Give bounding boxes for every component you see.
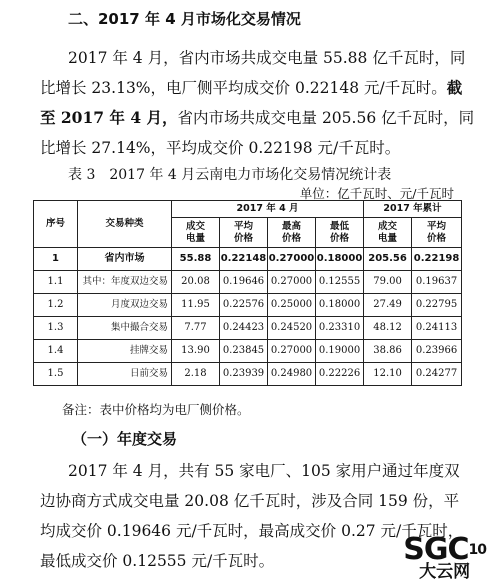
cell-no: 1.4 <box>34 340 78 363</box>
cell-value: 0.27000 <box>268 271 316 294</box>
cell-value: 0.24113 <box>412 317 462 340</box>
para1-line3-text: 省内市场共成交电量 205.56 亿千瓦时，同 <box>177 109 475 127</box>
table-note: 备注：表中价格均为电厂侧价格。 <box>62 402 250 417</box>
header-month: 2017 年 4 月 <box>172 201 364 218</box>
header-no: 序号 <box>34 201 78 248</box>
cell-no: 1.5 <box>34 363 78 386</box>
subheader-max-price: 最高 价格 <box>268 218 316 248</box>
cell-value: 0.22148 <box>220 248 268 271</box>
watermark-logo <box>403 532 486 582</box>
para1-line2-bold: 截 <box>446 78 463 97</box>
cell-type: 日前交易 <box>78 363 172 386</box>
cell-value: 0.27000 <box>268 248 316 271</box>
cell-value: 0.22576 <box>220 294 268 317</box>
para1-line2 <box>40 76 494 98</box>
cell-value: 2.18 <box>172 363 220 386</box>
cell-no: 1.1 <box>34 271 78 294</box>
para2-line1: 2017 年 4 月，共有 55 家电厂、105 家用户通过年度双 <box>68 462 460 480</box>
cell-value: 11.95 <box>172 294 220 317</box>
para1-line2-text: 比增长 23.13%，电厂侧平均成交价 0.22148 元/千瓦时。 <box>40 79 447 97</box>
table-row <box>34 248 462 271</box>
para1-line3 <box>40 106 494 128</box>
subheader-min-price: 最低 价格 <box>316 218 364 248</box>
table-row <box>34 271 462 294</box>
cell-type: 集中撮合交易 <box>78 317 172 340</box>
cell-no: 1.2 <box>34 294 78 317</box>
cell-value: 0.23966 <box>412 340 462 363</box>
watermark-logo-text: SGC <box>403 532 469 567</box>
cell-value: 0.19000 <box>316 340 364 363</box>
subheader-avg-price: 平均 价格 <box>220 218 268 248</box>
cell-value: 0.24423 <box>220 317 268 340</box>
cell-value: 0.24277 <box>412 363 462 386</box>
cell-no: 1.3 <box>34 317 78 340</box>
cell-value: 0.24980 <box>268 363 316 386</box>
cell-value: 27.49 <box>364 294 412 317</box>
para1-line4: 比增长 27.14%，平均成交价 0.22198 元/千瓦时。 <box>40 139 401 157</box>
cell-value: 0.23939 <box>220 363 268 386</box>
watermark-site-name: 大云网 <box>419 562 471 582</box>
watermark-logo-sup: 10 <box>468 542 486 558</box>
cell-value: 0.25000 <box>268 294 316 317</box>
cell-value: 0.23845 <box>220 340 268 363</box>
table-caption: 表 3 2017 年 4 月云南电力市场化交易情况统计表 <box>68 167 392 183</box>
table-row <box>34 294 462 317</box>
cell-value: 0.18000 <box>316 294 364 317</box>
subsection-title: （一）年度交易 <box>72 430 178 448</box>
table-row <box>34 340 462 363</box>
cell-value: 79.00 <box>364 271 412 294</box>
section-title: 二、2017 年 4 月市场化交易情况 <box>68 10 301 28</box>
table-row <box>34 363 462 386</box>
cell-value: 0.22795 <box>412 294 462 317</box>
para2-line2: 边协商方式成交电量 20.08 亿千瓦时，涉及合同 159 份，平 <box>40 492 460 510</box>
cell-value: 0.18000 <box>316 248 364 271</box>
para2-line3: 均成交价 0.19646 元/千瓦时，最高成交价 0.27 元/千瓦时， <box>40 522 464 540</box>
para1-line1: 2017 年 4 月，省内市场共成交电量 55.88 亿千瓦时，同 <box>68 49 466 67</box>
cell-value: 55.88 <box>172 248 220 271</box>
cell-value: 0.12555 <box>316 271 364 294</box>
cell-value: 0.19646 <box>220 271 268 294</box>
cell-value: 13.90 <box>172 340 220 363</box>
cell-value: 7.77 <box>172 317 220 340</box>
cell-value: 0.22226 <box>316 363 364 386</box>
para2-line4: 最低成交价 0.12555 元/千瓦时。 <box>40 552 275 570</box>
cell-value: 0.22198 <box>412 248 462 271</box>
cell-value: 0.24520 <box>268 317 316 340</box>
cell-no: 1 <box>34 248 78 271</box>
cell-type: 挂牌交易 <box>78 340 172 363</box>
subheader-cum-avg-price: 平均 价格 <box>412 218 462 248</box>
unit-note: 单位：亿千瓦时、元/千瓦时 <box>299 186 454 201</box>
cell-value: 0.23310 <box>316 317 364 340</box>
cell-type: 月度双边交易 <box>78 294 172 317</box>
cell-value: 20.08 <box>172 271 220 294</box>
cell-value: 205.56 <box>364 248 412 271</box>
cell-value: 0.27000 <box>268 340 316 363</box>
cell-value: 38.86 <box>364 340 412 363</box>
cell-value: 0.19637 <box>412 271 462 294</box>
cell-value: 48.12 <box>364 317 412 340</box>
table-row <box>34 317 462 340</box>
para1-line3-bold: 至 2017 年 4 月， <box>40 108 178 127</box>
cell-type: 其中：年度双边交易 <box>78 271 172 294</box>
stats-table <box>33 200 462 386</box>
cell-value: 12.10 <box>364 363 412 386</box>
subheader-cum-volume: 成交 电量 <box>364 218 412 248</box>
subheader-volume: 成交 电量 <box>172 218 220 248</box>
header-cumulative: 2017 年累计 <box>364 201 462 218</box>
cell-type: 省内市场 <box>78 248 172 271</box>
header-type: 交易种类 <box>78 201 172 248</box>
